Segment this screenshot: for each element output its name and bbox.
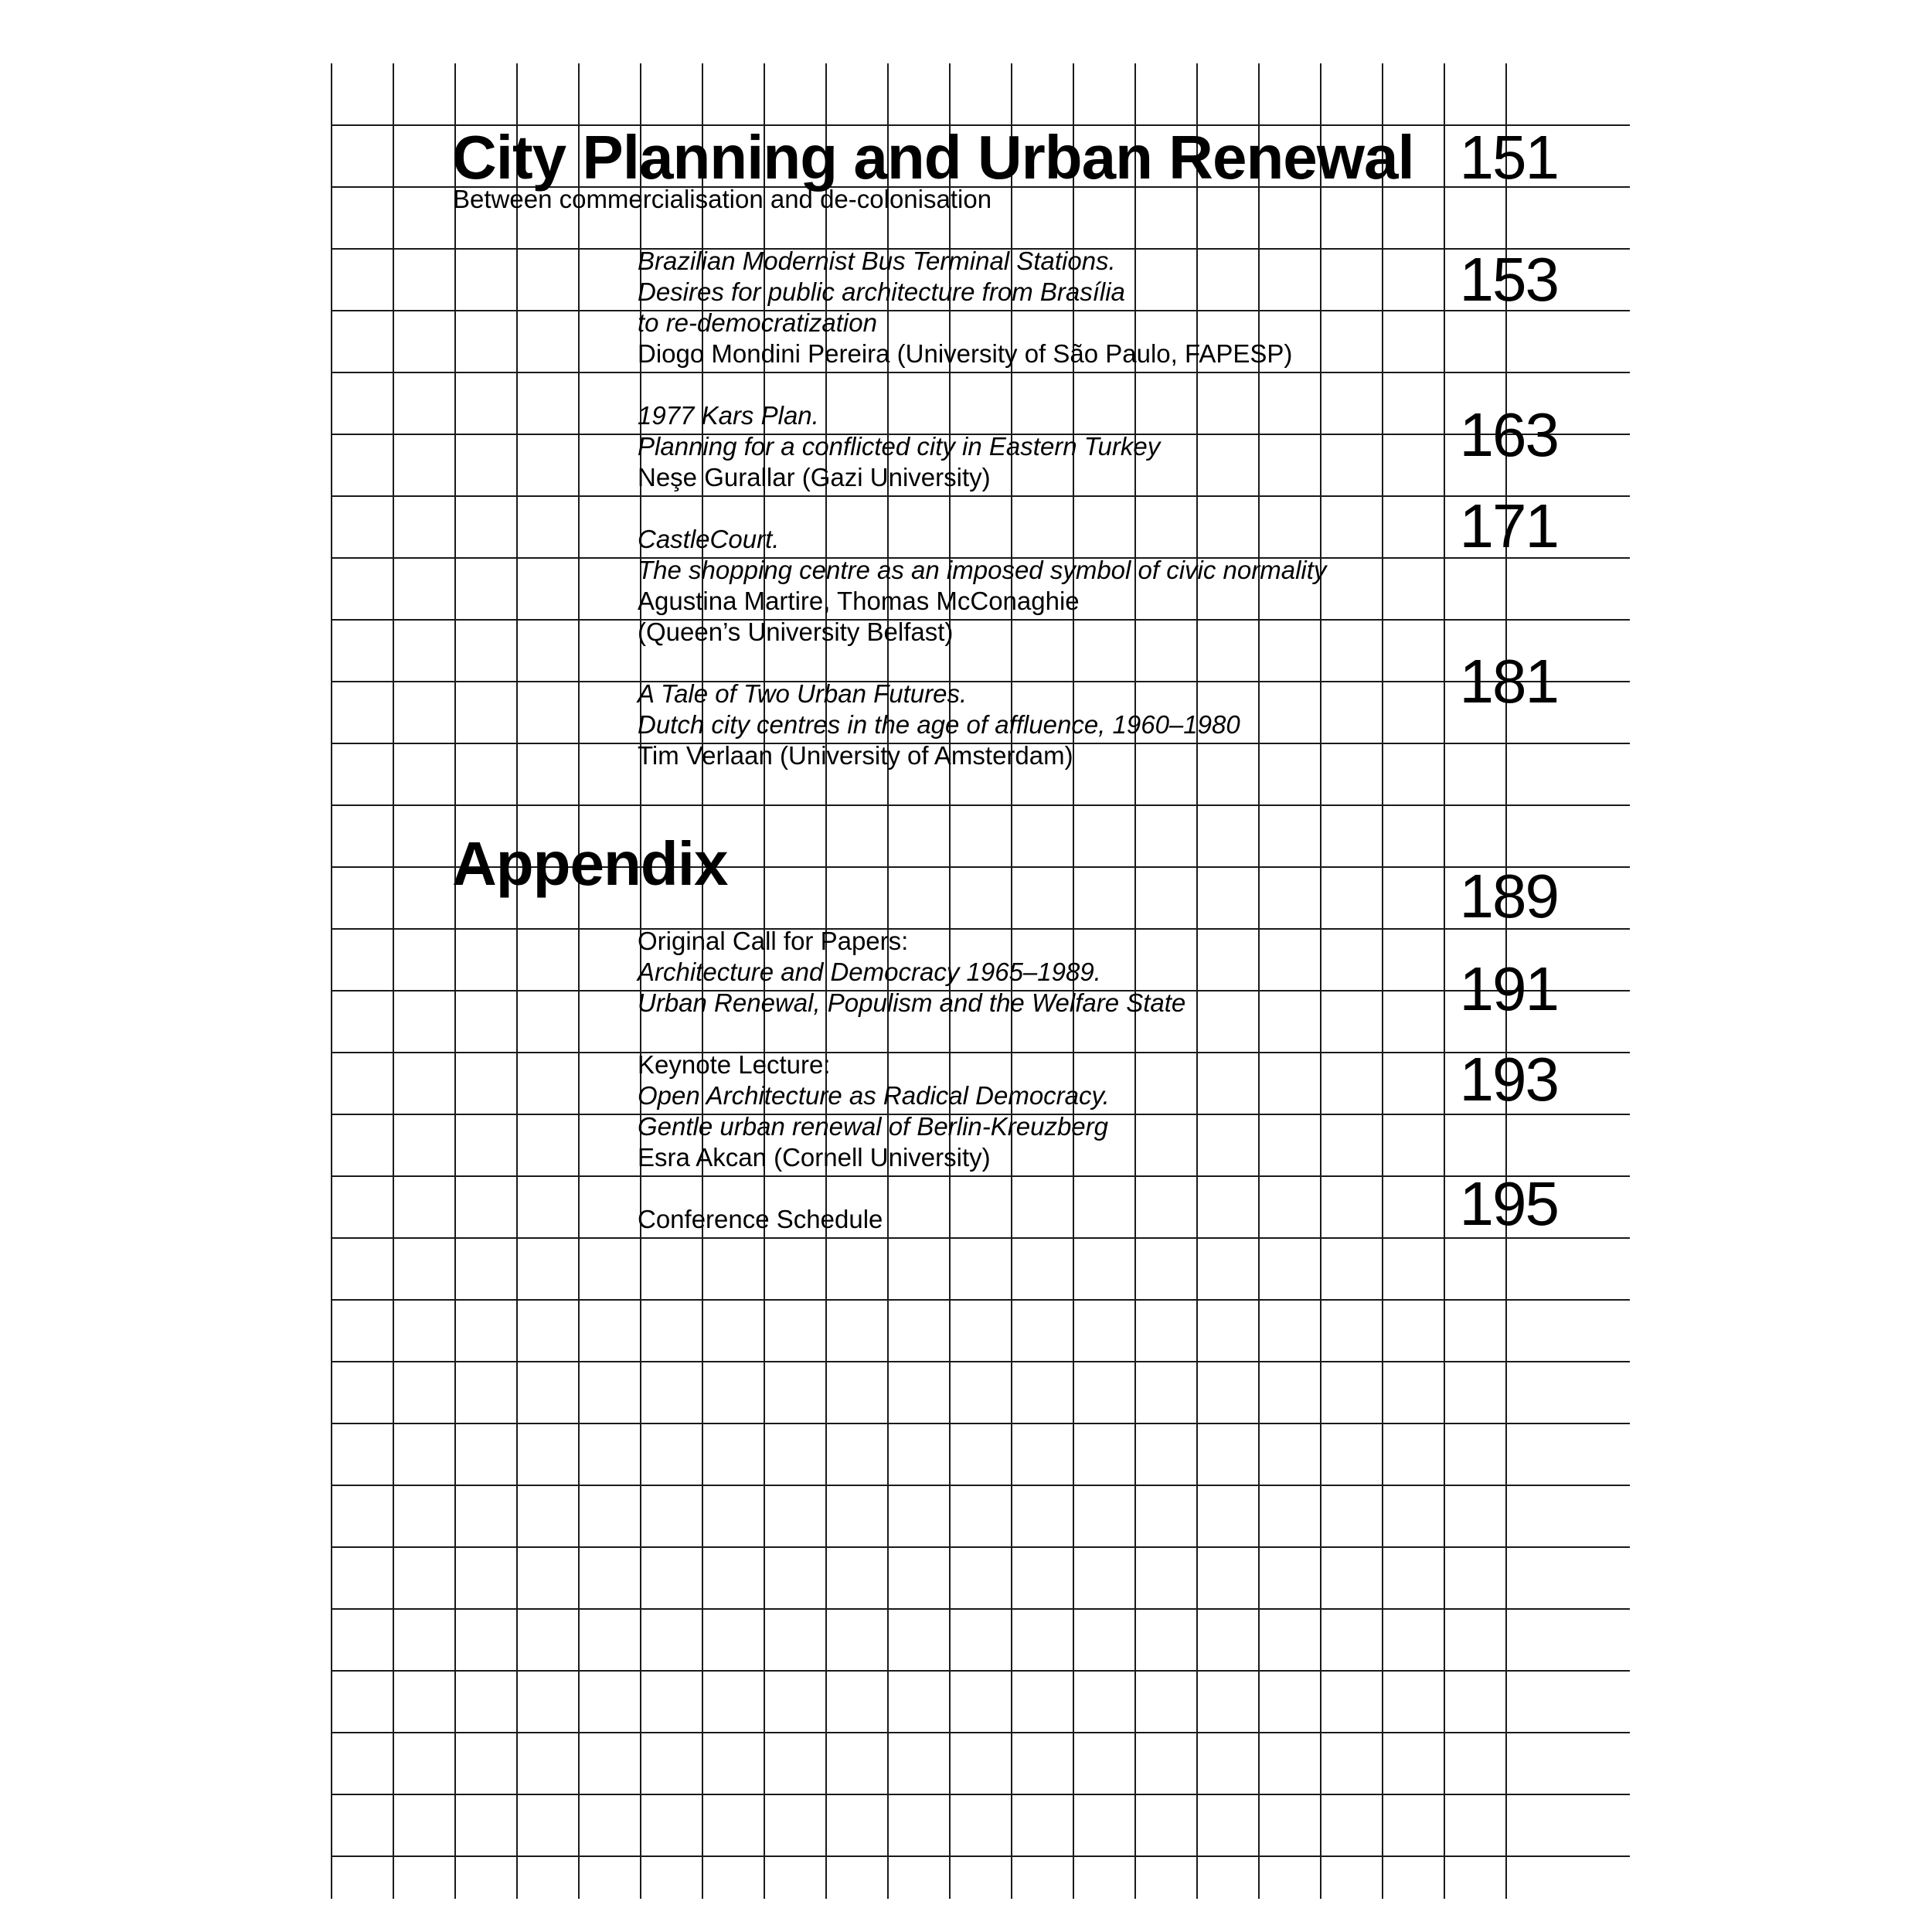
entry-title-line: The shopping centre as an imposed symbol of civic normality: [638, 556, 1327, 584]
section-title: City Planning and Urban Renewal: [452, 123, 1414, 192]
entry-title-line: Conference Schedule: [638, 1205, 883, 1233]
entry-title-line: 1977 Kars Plan.: [638, 401, 819, 430]
entry-title-line: Desires for public architecture from Brasília: [638, 277, 1125, 306]
entry-title-line: Gentle urban renewal of Berlin-Kreuzberg: [638, 1112, 1109, 1141]
section-page-number: 189: [1459, 862, 1558, 930]
entry-page-number: 171: [1459, 492, 1558, 560]
entry-title-line: CastleCourt.: [638, 525, 780, 553]
entry-title-line: Urban Renewal, Populism and the Welfare State: [638, 988, 1186, 1017]
entry-page-number: 193: [1459, 1045, 1558, 1114]
entry-author-line: Esra Akcan (Cornell University): [638, 1143, 991, 1172]
entry-author-line: (Queen’s University Belfast): [638, 617, 954, 646]
entry-page-number: 163: [1459, 400, 1558, 469]
entry-page-number: 195: [1459, 1169, 1558, 1238]
entry-title-line: Dutch city centres in the age of affluence, 1960–1980: [638, 710, 1240, 739]
entry-title-line: to re-democratization: [638, 308, 877, 337]
entry-page-number: 181: [1459, 647, 1558, 716]
section-title: Appendix: [452, 829, 728, 898]
entry-author-line: Diogo Mondini Pereira (University of São Paulo, FAPESP): [638, 339, 1293, 368]
entry-title-line: Architecture and Democracy 1965–1989.: [638, 957, 1101, 986]
entry-title-line: A Tale of Two Urban Futures.: [638, 679, 968, 708]
entry-page-number: 191: [1459, 954, 1558, 1023]
entry-title-line: Planning for a conflicted city in Eastern Turkey: [638, 432, 1161, 461]
entry-page-number: 153: [1459, 245, 1558, 314]
entry-title-line: Keynote Lecture:: [638, 1050, 831, 1079]
entry-author-line: Agustina Martire, Thomas McConaghie: [638, 587, 1080, 615]
entry-title-line: Open Architecture as Radical Democracy.: [638, 1081, 1110, 1110]
section-subtitle: Between commercialisation and de-colonisation: [453, 185, 992, 213]
section-page-number: 151: [1459, 123, 1558, 192]
entry-author-line: Tim Verlaan (University of Amsterdam): [638, 741, 1073, 770]
entry-title-line: Original Call for Papers:: [638, 927, 909, 955]
entry-author-line: Neşe Gurallar (Gazi University): [638, 463, 991, 492]
entry-title-line: Brazilian Modernist Bus Terminal Stations.: [638, 247, 1116, 275]
